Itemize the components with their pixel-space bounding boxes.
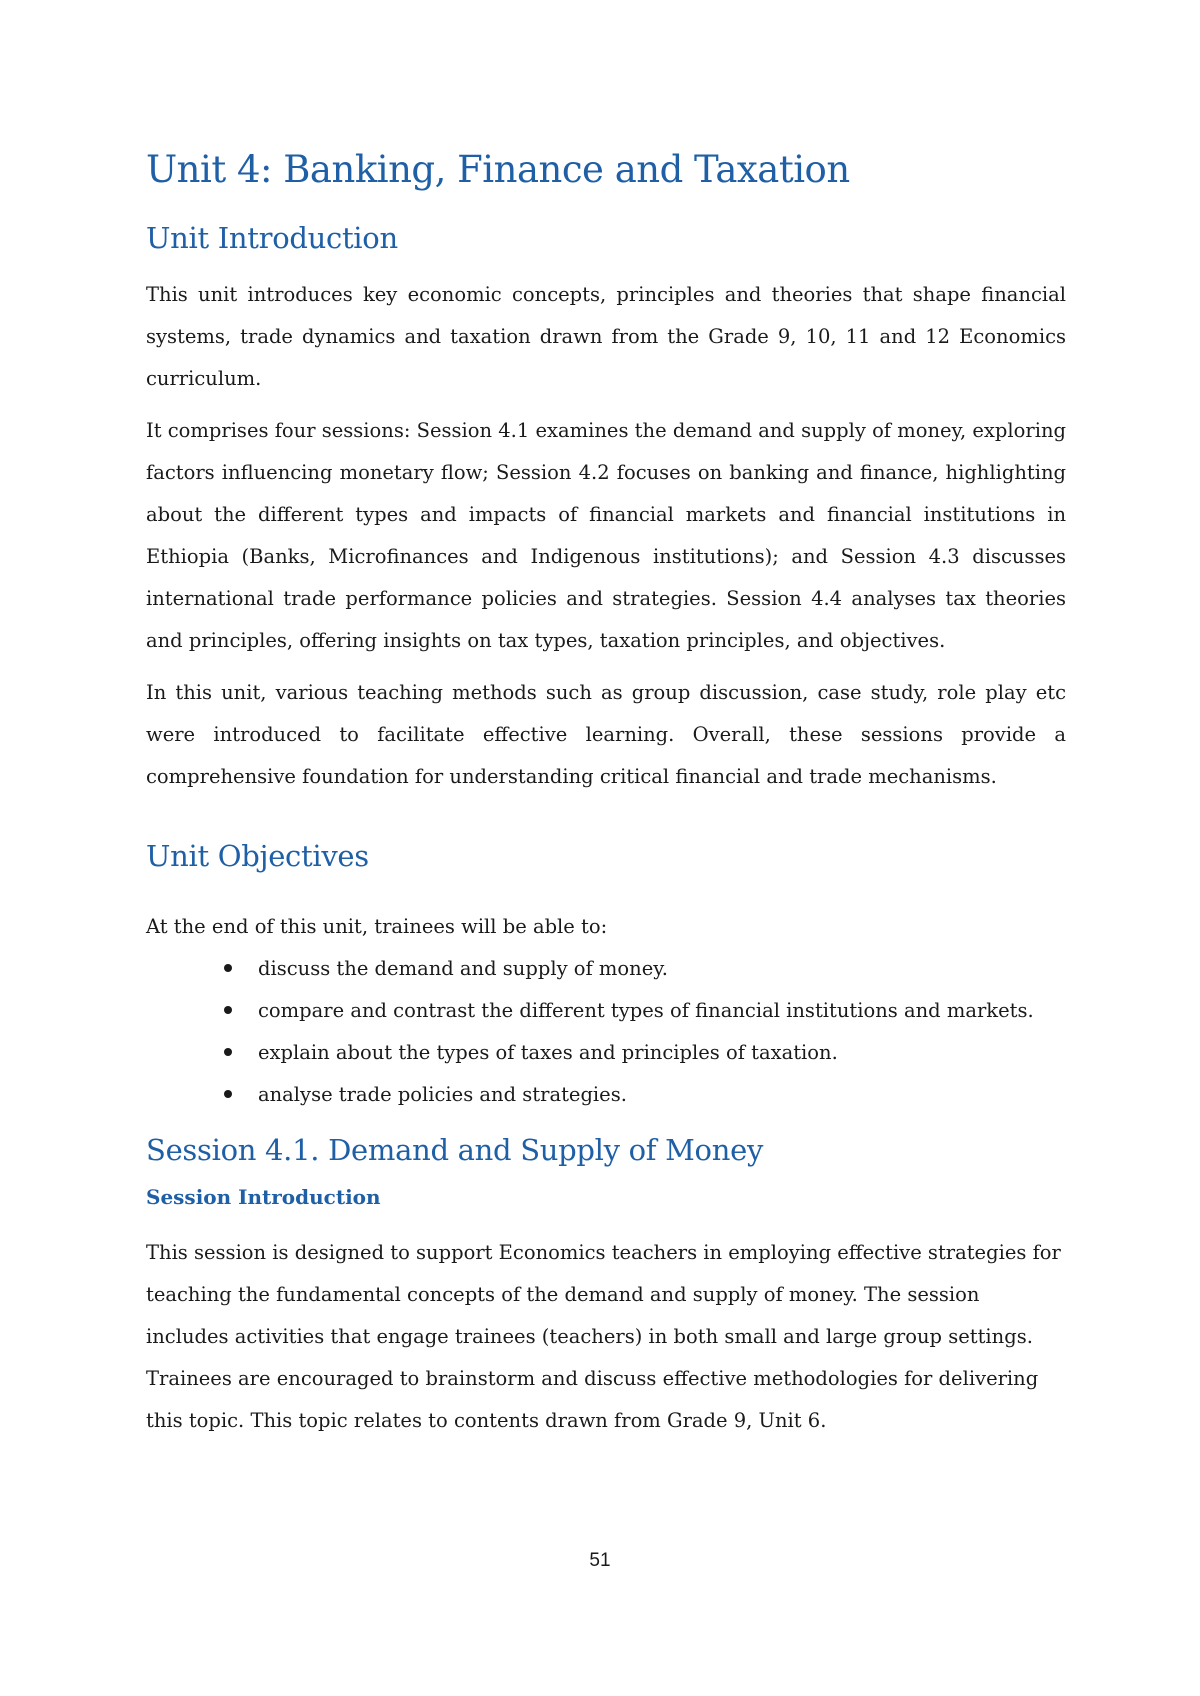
unit-objectives-heading: Unit Objectives <box>146 839 369 873</box>
bullet-icon <box>224 1006 232 1014</box>
list-item: compare and contrast the different types of financial institutions and markets. <box>224 990 1066 1032</box>
intro-paragraph-1: This unit introduces key economic concepts, principles and theories that shape financial systems, trade dynamics and taxation drawn from the Grade 9, 10, 11 and 12 Economics curriculum. <box>146 283 1066 390</box>
unit-introduction-heading: Unit Introduction <box>146 221 398 255</box>
list-item: analyse trade policies and strategies. <box>224 1074 1066 1116</box>
session-heading: Session 4.1. Demand and Supply of Money <box>146 1133 764 1167</box>
unit-title: Unit 4: Banking, Finance and Taxation <box>146 148 850 191</box>
page-content <box>146 146 1066 1442</box>
objectives-list <box>146 948 1066 1116</box>
page-number: 51 <box>589 1550 611 1571</box>
list-item: explain about the types of taxes and principles of taxation. <box>224 1032 1066 1074</box>
intro-paragraph-2: It comprises four sessions: Session 4.1 examines the demand and supply of money, exploring factors influencing monetary flow; Session 4.2 focuses on banking and finance, highlighting about the different types and impacts of financial markets and financial institutions in Ethiopia (Banks, Microfinances and Indigenous institutions); and Session 4.3 discusses international trade performance policies and strategies. Session 4.4 analyses tax theories and principles, offering insights on tax types, taxation principles, and objectives. <box>146 419 1066 652</box>
session-introduction-heading: Session Introduction <box>146 1185 381 1209</box>
session-paragraph: This session is designed to support Economics teachers in employing effective strategies for teaching the fundamental concepts of the demand and supply of money. The session includes activities that engage trainees (teachers) in both small and large group settings. Trainees are encouraged to brainstorm and discuss effective methodologies for delivering this topic. This topic relates to contents drawn from Grade 9, Unit 6. <box>146 1241 1061 1432</box>
intro-paragraph-3: In this unit, various teaching methods such as group discussion, case study, role play etc were introduced to facilitate effective learning. Overall, these sessions provide a comprehensive foundation for understanding critical financial and trade mechanisms. <box>146 681 1066 788</box>
objectives-lead: At the end of this unit, trainees will be able to: <box>146 915 608 938</box>
bullet-icon <box>224 1090 232 1098</box>
bullet-icon <box>224 1048 232 1056</box>
bullet-icon <box>224 964 232 972</box>
list-item: discuss the demand and supply of money. <box>224 948 1066 990</box>
